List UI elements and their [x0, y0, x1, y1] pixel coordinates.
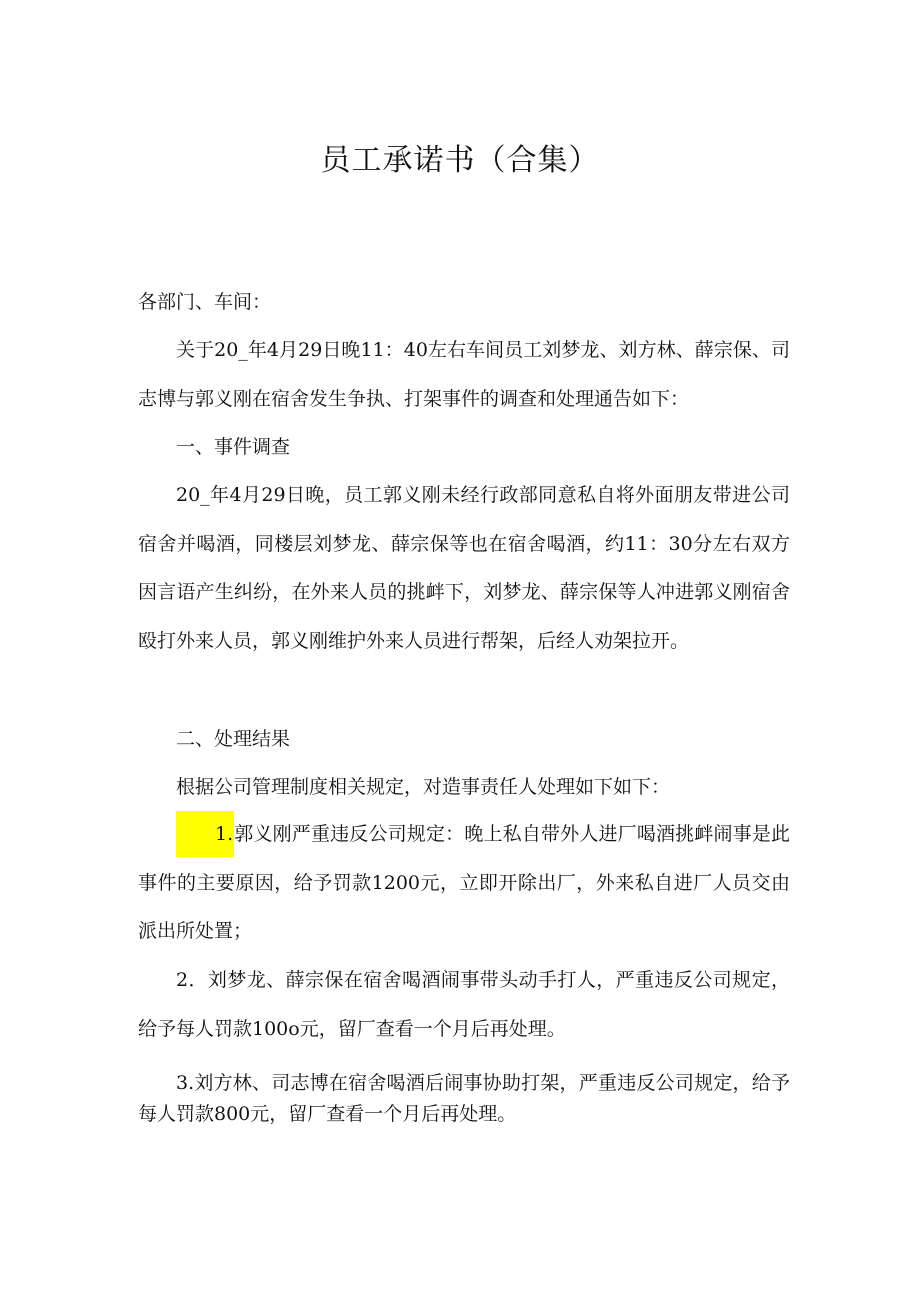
section-heading-investigation: 一、事件调查: [176, 436, 291, 458]
result-item-3: 3.刘方林、司志博在宿舍喝酒后闹事协助打架，严重违反公司规定，给予每人罚款800元，留厂查看一个月后再处理。: [138, 1072, 790, 1125]
intro-paragraph: 关于20_年4月29日晚11：40左右车间员工刘梦龙、刘方林、薛宗保、司志博与郭义刚在宿舍发生争执、打架事件的调查和处理通告如下：: [138, 339, 790, 410]
result-item-2: 2．刘梦龙、薛宗保在宿舍喝酒闹事带头动手打人，严重违反公司规定，给予每人罚款100o元，留厂查看一个月后再处理。: [138, 969, 790, 1040]
result-intro: 根据公司管理制度相关规定，对造事责任人处理如下如下：: [176, 776, 671, 798]
result-item-1-text: 郭义刚严重违反公司规定：晚上私自带外人进厂喝酒挑衅闹事是此事件的主要原因，给予罚款1200元，立即开除出厂，外来私自进厂人员交由派出所处置；: [138, 823, 790, 942]
section-heading-result: 二、处理结果: [176, 728, 291, 750]
result-item-1: [138, 810, 790, 956]
highlighted-item-number: 1.: [176, 811, 234, 857]
investigation-paragraph: 20_年4月29日晚，员工郭义刚未经行政部同意私自将外面朋友带进公司宿舍并喝酒，同楼层刘梦龙、薛宗保等也在宿舍喝酒，约11：30分左右双方因言语产生纠纷，在外来人员的挑衅下，刘梦龙、薛宗保等人冲进郭义刚宿舍殴打外来人员，郭义刚维护外来人员进行帮架，后经人劝架拉开。: [138, 484, 790, 652]
document-title: 员工承诺书（合集）: [320, 143, 600, 178]
salutation: 各部门、车间：: [138, 291, 272, 313]
